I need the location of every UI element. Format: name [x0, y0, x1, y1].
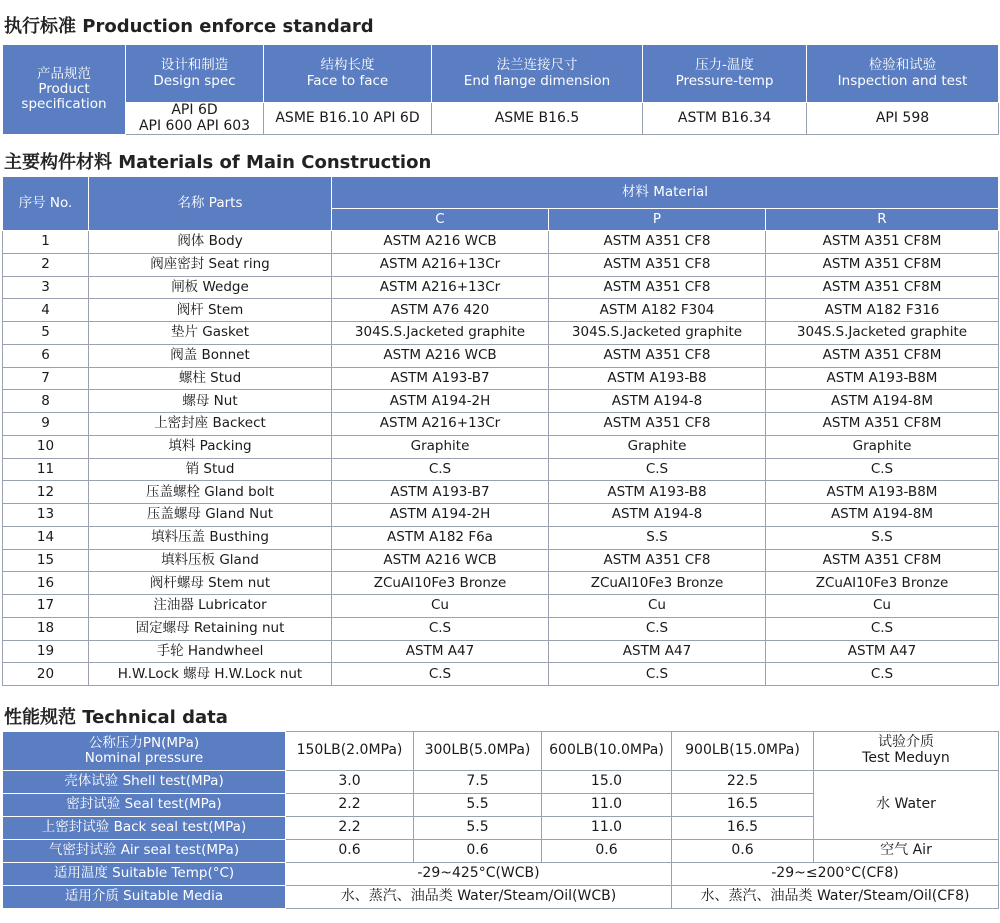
face-to-face-header: 结构长度 Face to face	[264, 45, 432, 103]
part-name: 螺柱 Stud	[89, 367, 332, 390]
material-r: ASTM A351 CF8M	[766, 231, 999, 254]
row-number: 20	[3, 663, 89, 686]
material-p: ASTM A351 CF8	[549, 549, 766, 572]
material-c: ZCuAI10Fe3 Bronze	[332, 572, 549, 595]
material-r: ASTM A194-8M	[766, 390, 999, 413]
material-r: ASTM A47	[766, 640, 999, 663]
row-number: 14	[3, 526, 89, 549]
part-name: 压盖螺栓 Gland bolt	[89, 481, 332, 504]
air-seal-test-value: 0.6	[542, 840, 672, 863]
material-r: ASTM A351 CF8M	[766, 549, 999, 572]
material-c: 304S.S.Jacketed graphite	[332, 322, 549, 345]
pressure-temp-value: ASTM B16.34	[643, 103, 807, 135]
back-seal-test-value: 11.0	[542, 817, 672, 840]
material-header: 材料 Material	[332, 177, 999, 209]
part-name: 阀盖 Bonnet	[89, 344, 332, 367]
shell-test-value: 3.0	[286, 771, 414, 794]
part-name: 压盖螺母 Gland Nut	[89, 504, 332, 527]
face-to-face-value: ASME B16.10 API 6D	[264, 103, 432, 135]
table-row	[3, 458, 999, 481]
material-p: ASTM A351 CF8	[549, 253, 766, 276]
material-p: ASTM A351 CF8	[549, 413, 766, 436]
row-number: 10	[3, 435, 89, 458]
table-row	[3, 481, 999, 504]
material-c: C.S	[332, 617, 549, 640]
row-number: 4	[3, 299, 89, 322]
material-r: ASTM A351 CF8M	[766, 344, 999, 367]
part-name: 手轮 Handwheel	[89, 640, 332, 663]
row-number: 11	[3, 458, 89, 481]
part-name: 填料压盖 Busthing	[89, 526, 332, 549]
row-number: 18	[3, 617, 89, 640]
material-c: Graphite	[332, 435, 549, 458]
suitable-media-label: 适用介质 Suitable Media	[3, 886, 286, 909]
no-header: 序号 No.	[3, 177, 89, 231]
material-r: 304S.S.Jacketed graphite	[766, 322, 999, 345]
material-p: ASTM A194-8	[549, 390, 766, 413]
material-c: ASTM A182 F6a	[332, 526, 549, 549]
material-r: C.S	[766, 663, 999, 686]
materials-table	[2, 176, 999, 686]
end-flange-value: ASME B16.5	[432, 103, 643, 135]
material-c: ASTM A194-2H	[332, 390, 549, 413]
table-row	[3, 663, 999, 686]
part-name: 阀体 Body	[89, 231, 332, 254]
material-c: ASTM A216 WCB	[332, 344, 549, 367]
material-r: Cu	[766, 595, 999, 618]
back-seal-test-label: 上密封试验 Back seal test(MPa)	[3, 817, 286, 840]
material-r: ASTM A351 CF8M	[766, 413, 999, 436]
material-p: ZCuAI10Fe3 Bronze	[549, 572, 766, 595]
material-r: C.S	[766, 617, 999, 640]
part-name: 螺母 Nut	[89, 390, 332, 413]
material-c: ASTM A193-B7	[332, 367, 549, 390]
part-name: 闸板 Wedge	[89, 276, 332, 299]
inspection-value: API 598	[807, 103, 999, 135]
back-seal-test-value: 2.2	[286, 817, 414, 840]
product-spec-header: 产品规范 Product specification	[3, 45, 126, 135]
row-number: 5	[3, 322, 89, 345]
material-c: C.S	[332, 663, 549, 686]
seal-test-label: 密封试验 Seal test(MPa)	[3, 794, 286, 817]
air-seal-test-label: 气密封试验 Air seal test(MPa)	[3, 840, 286, 863]
material-p: ASTM A351 CF8	[549, 276, 766, 299]
suitable-temp-label: 适用温度 Suitable Temp(°C)	[3, 863, 286, 886]
shell-test-value: 22.5	[672, 771, 814, 794]
row-number: 7	[3, 367, 89, 390]
row-number: 6	[3, 344, 89, 367]
back-seal-test-value: 16.5	[672, 817, 814, 840]
row-number: 16	[3, 572, 89, 595]
table-row	[3, 322, 999, 345]
row-number: 2	[3, 253, 89, 276]
seal-test-value: 16.5	[672, 794, 814, 817]
table-row	[3, 367, 999, 390]
air-seal-test-value: 0.6	[286, 840, 414, 863]
table-row	[3, 390, 999, 413]
material-c: ASTM A216 WCB	[332, 549, 549, 572]
material-r: ASTM A351 CF8M	[766, 253, 999, 276]
class-900: 900LB(15.0MPa)	[672, 732, 814, 771]
material-p: ASTM A194-8	[549, 504, 766, 527]
row-number: 1	[3, 231, 89, 254]
shell-test-value: 7.5	[414, 771, 542, 794]
table-row	[3, 640, 999, 663]
table-row	[3, 253, 999, 276]
material-r: ZCuAI10Fe3 Bronze	[766, 572, 999, 595]
part-name: 阀座密封 Seat ring	[89, 253, 332, 276]
material-p: ASTM A351 CF8	[549, 344, 766, 367]
pressure-temp-header: 压力-温度 Pressure-temp	[643, 45, 807, 103]
part-name: 填料压板 Gland	[89, 549, 332, 572]
table-row	[3, 231, 999, 254]
material-c: ASTM A193-B7	[332, 481, 549, 504]
part-name: 阀杆 Stem	[89, 299, 332, 322]
table-row	[3, 435, 999, 458]
class-600: 600LB(10.0MPa)	[542, 732, 672, 771]
design-spec-header: 设计和制造 Design spec	[126, 45, 264, 103]
class-150: 150LB(2.0MPa)	[286, 732, 414, 771]
material-p: Graphite	[549, 435, 766, 458]
part-name: 注油器 Lubricator	[89, 595, 332, 618]
air-seal-test-value: 0.6	[414, 840, 542, 863]
material-c: ASTM A47	[332, 640, 549, 663]
table-row	[3, 299, 999, 322]
material-r: S.S	[766, 526, 999, 549]
standard-table	[2, 44, 999, 135]
material-p: 304S.S.Jacketed graphite	[549, 322, 766, 345]
class-300: 300LB(5.0MPa)	[414, 732, 542, 771]
air-seal-test-value: 0.6	[672, 840, 814, 863]
parts-header: 名称 Parts	[89, 177, 332, 231]
material-c: ASTM A216+13Cr	[332, 276, 549, 299]
part-name: 阀杆螺母 Stem nut	[89, 572, 332, 595]
table-row	[3, 504, 999, 527]
end-flange-header: 法兰连接尺寸 End flange dimension	[432, 45, 643, 103]
technical-table	[2, 731, 999, 909]
material-r-header: R	[766, 209, 999, 231]
inspection-header: 检验和试验 Inspection and test	[807, 45, 999, 103]
material-p: S.S	[549, 526, 766, 549]
material-c: ASTM A216 WCB	[332, 231, 549, 254]
shell-test-label: 壳体试验 Shell test(MPa)	[3, 771, 286, 794]
material-p: ASTM A193-B8	[549, 367, 766, 390]
material-p: C.S	[549, 663, 766, 686]
material-c: Cu	[332, 595, 549, 618]
material-r: ASTM A182 F316	[766, 299, 999, 322]
row-number: 15	[3, 549, 89, 572]
suitable-media-cf8: 水、蒸汽、油品类 Water/Steam/Oil(CF8)	[672, 886, 999, 909]
row-number: 9	[3, 413, 89, 436]
suitable-temp-cf8: -29~≤200°C(CF8)	[672, 863, 999, 886]
row-number: 17	[3, 595, 89, 618]
test-medium-header: 试验介质 Test Meduyn	[814, 732, 999, 771]
water-medium: 水 Water	[814, 771, 999, 840]
material-c: C.S	[332, 458, 549, 481]
material-c: ASTM A216+13Cr	[332, 413, 549, 436]
material-r: ASTM A193-B8M	[766, 367, 999, 390]
material-r: ASTM A194-8M	[766, 504, 999, 527]
material-r: ASTM A351 CF8M	[766, 276, 999, 299]
back-seal-test-value: 5.5	[414, 817, 542, 840]
section-title-materials: 主要构件材料 Materials of Main Construction	[4, 152, 432, 173]
row-number: 12	[3, 481, 89, 504]
material-c-header: C	[332, 209, 549, 231]
section-title-standard: 执行标准 Production enforce standard	[4, 16, 374, 37]
seal-test-value: 2.2	[286, 794, 414, 817]
material-r: Graphite	[766, 435, 999, 458]
material-p: ASTM A351 CF8	[549, 231, 766, 254]
air-medium: 空气 Air	[814, 840, 999, 863]
seal-test-value: 5.5	[414, 794, 542, 817]
table-row	[3, 413, 999, 436]
row-number: 8	[3, 390, 89, 413]
material-p: ASTM A182 F304	[549, 299, 766, 322]
material-p: Cu	[549, 595, 766, 618]
table-row	[3, 526, 999, 549]
material-p: C.S	[549, 458, 766, 481]
material-c: ASTM A194-2H	[332, 504, 549, 527]
part-name: 垫片 Gasket	[89, 322, 332, 345]
row-number: 19	[3, 640, 89, 663]
material-r: C.S	[766, 458, 999, 481]
section-title-technical: 性能规范 Technical data	[4, 707, 228, 728]
part-name: 固定螺母 Retaining nut	[89, 617, 332, 640]
design-spec-value: API 6D API 600 API 603	[126, 103, 264, 135]
part-name: 填料 Packing	[89, 435, 332, 458]
material-p: ASTM A47	[549, 640, 766, 663]
suitable-media-wcb: 水、蒸汽、油品类 Water/Steam/Oil(WCB)	[286, 886, 672, 909]
table-row	[3, 595, 999, 618]
material-p: ASTM A193-B8	[549, 481, 766, 504]
material-r: ASTM A193-B8M	[766, 481, 999, 504]
part-name: 销 Stud	[89, 458, 332, 481]
row-number: 3	[3, 276, 89, 299]
suitable-temp-wcb: -29~425°C(WCB)	[286, 863, 672, 886]
shell-test-value: 15.0	[542, 771, 672, 794]
table-row	[3, 617, 999, 640]
table-row	[3, 549, 999, 572]
part-name: 上密封座 Backect	[89, 413, 332, 436]
material-p: C.S	[549, 617, 766, 640]
table-row	[3, 572, 999, 595]
table-row	[3, 276, 999, 299]
table-row	[3, 344, 999, 367]
material-c: ASTM A216+13Cr	[332, 253, 549, 276]
material-c: ASTM A76 420	[332, 299, 549, 322]
seal-test-value: 11.0	[542, 794, 672, 817]
material-p-header: P	[549, 209, 766, 231]
part-name: H.W.Lock 螺母 H.W.Lock nut	[89, 663, 332, 686]
row-number: 13	[3, 504, 89, 527]
nominal-pressure-header: 公称压力PN(MPa) Nominal pressure	[3, 732, 286, 771]
